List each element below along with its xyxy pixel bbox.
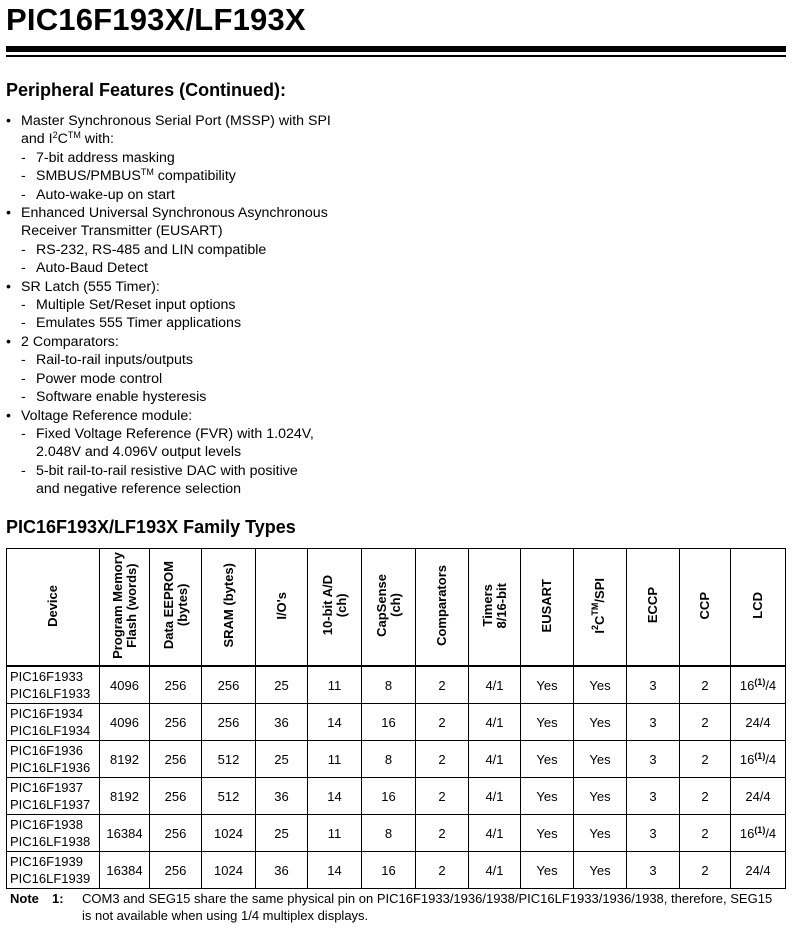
feature-text: Voltage Reference module: [21,407,193,424]
column-header-ccp: CCP [680,549,731,667]
cell-i2c-spi: Yes [574,666,627,704]
feature-eusart [6,204,366,241]
footnote-ref: (1) [754,824,766,835]
sub-feature: - Auto-wake-up on start [21,186,175,203]
section-heading: Peripheral Features (Continued): [6,80,287,100]
cell-comparators: 2 [416,815,469,852]
cell-ios: 25 [256,815,308,852]
column-header-ios: I/O's [256,549,308,667]
cell-eusart: Yes [521,666,574,704]
cell-i2c-spi: Yes [574,778,627,815]
cell-lcd: 24/4 [731,704,786,741]
cell-ccp: 2 [680,778,731,815]
feature-comparators [6,333,366,351]
column-header-comparators: Comparators [416,549,469,667]
cell-eusart: Yes [521,778,574,815]
cell-device: PIC16F1933 PIC16LF1933 [7,666,100,704]
cell-lcd: 24/4 [731,852,786,889]
cell-timers: 4/1 [469,741,521,778]
cell-timers: 4/1 [469,815,521,852]
cell-eccp: 3 [627,741,680,778]
cell-ccp: 2 [680,852,731,889]
feature-text: Enhanced Universal Synchronous Asynchronous [21,205,328,222]
cell-device: PIC16F1939 PIC16LF1939 [7,852,100,889]
feature-vref [6,407,366,425]
cell-ccp: 2 [680,666,731,704]
cell-comparators: 2 [416,704,469,741]
page-title: PIC16F193X/LF193X [6,2,306,37]
cell-device: PIC16F1937 PIC16LF1937 [7,778,100,815]
cell-ios: 36 [256,852,308,889]
table-heading: PIC16F193X/LF193X Family Types [6,517,296,537]
cell-sram: 512 [202,778,256,815]
cell-program-memory: 16384 [100,852,150,889]
cell-capsense: 8 [362,741,416,778]
cell-data-eeprom: 256 [150,666,202,704]
cell-lcd: 16$^{(1)}$/4 [731,741,786,778]
feature-text: 2 Comparators: [21,333,119,350]
cell-data-eeprom: 256 [150,704,202,741]
cell-i2c-spi: Yes [574,704,627,741]
cell-comparators: 2 [416,778,469,815]
table-row [7,741,786,778]
cell-program-memory: 16384 [100,815,150,852]
cell-ios: 36 [256,778,308,815]
feature-mssp [6,112,366,149]
table-footnote [10,890,785,924]
cell-timers: 4/1 [469,666,521,704]
feature-text: Master Synchronous Serial Port (MSSP) with SPI [21,113,331,129]
cell-program-memory: 4096 [100,704,150,741]
cell-lcd: 16$^{(1)}$/4 [731,666,786,704]
column-header-lcd: LCD [731,549,786,667]
footnote-ref: (1) [754,676,766,687]
cell-sram: 256 [202,704,256,741]
cell-ccp: 2 [680,741,731,778]
footnote-ref: (1) [754,750,766,761]
table-header-row [7,549,786,667]
cell-comparators: 2 [416,741,469,778]
cell-i2c-spi: Yes [574,815,627,852]
table-row [7,778,786,815]
column-header-sram: SRAM (bytes) [202,549,256,667]
note-number: 1: [52,891,64,906]
column-header-data-eeprom: Data EEPROM (bytes) [150,549,202,667]
cell-program-memory: 8192 [100,741,150,778]
sub-feature: - Fixed Voltage Reference (FVR) with 1.024V, 2.048V and 4.096V output levels [21,425,314,461]
cell-ios: 25 [256,741,308,778]
cell-capsense: 8 [362,666,416,704]
feature-text: Receiver Transmitter (EUSART) [21,223,223,240]
column-header-eusart: EUSART [521,549,574,667]
sub-feature: - Auto-Baud Detect [21,260,148,277]
column-header-eccp: ECCP [627,549,680,667]
cell-sram: 256 [202,666,256,704]
cell-program-memory: 4096 [100,666,150,704]
cell-ios: 25 [256,666,308,704]
cell-timers: 4/1 [469,704,521,741]
cell-device: PIC16F1936 PIC16LF1936 [7,741,100,778]
cell-ad: 14 [308,704,362,741]
cell-program-memory: 8192 [100,778,150,815]
cell-eccp: 3 [627,704,680,741]
cell-ccp: 2 [680,704,731,741]
feature-text: SR Latch (555 Timer): [21,278,160,295]
bullet-mark: • [6,407,11,424]
cell-ad: 11 [308,741,362,778]
cell-sram: 512 [202,741,256,778]
cell-comparators: 2 [416,666,469,704]
cell-ad: 11 [308,666,362,704]
table-row [7,815,786,852]
cell-capsense: 16 [362,704,416,741]
feature-text: and $I^2C™$ with: [21,130,114,148]
cell-data-eeprom: 256 [150,778,202,815]
cell-ad: 14 [308,778,362,815]
sub-feature: - RS-232, RS-485 and LIN compatible [21,241,267,258]
column-header-device: Device [7,549,100,667]
feature-sr-latch [6,278,366,296]
cell-sram: 1024 [202,815,256,852]
cell-capsense: 16 [362,778,416,815]
cell-eusart: Yes [521,852,574,889]
cell-data-eeprom: 256 [150,852,202,889]
cell-eccp: 3 [627,815,680,852]
cell-capsense: 8 [362,815,416,852]
cell-device: PIC16F1938 PIC16LF1938 [7,815,100,852]
cell-timers: 4/1 [469,852,521,889]
feature-list [6,112,366,499]
bullet-mark: • [6,205,11,222]
column-header-program-memory: Program Memory Flash (words) [100,549,150,667]
bullet-mark: • [6,278,11,295]
cell-ad: 14 [308,852,362,889]
cell-eusart: Yes [521,741,574,778]
cell-ccp: 2 [680,815,731,852]
cell-data-eeprom: 256 [150,741,202,778]
cell-eccp: 3 [627,778,680,815]
cell-capsense: 16 [362,852,416,889]
cell-lcd: 24/4 [731,778,786,815]
sub-feature: - Power mode control [21,370,163,387]
bullet-mark: • [6,113,11,129]
bullet-mark: • [6,333,11,350]
column-header-timers: Timers 8/16-bit [469,549,521,667]
cell-comparators: 2 [416,852,469,889]
cell-i2c-spi: Yes [574,852,627,889]
cell-ad: 11 [308,815,362,852]
table-row [7,852,786,889]
cell-lcd: 16$^{(1)}$/4 [731,815,786,852]
sub-feature: - Emulates 555 Timer applications [21,315,242,332]
cell-data-eeprom: 256 [150,815,202,852]
cell-eccp: 3 [627,666,680,704]
sub-feature: - 5-bit rail-to-rail resistive DAC with positive and negative reference selection [21,462,298,498]
cell-sram: 1024 [202,852,256,889]
table-row [7,704,786,741]
sub-feature: - Rail-to-rail inputs/outputs [21,352,193,369]
table-row [7,666,786,704]
sub-feature: - Multiple Set/Reset input options [21,297,236,314]
cell-device: PIC16F1934 PIC16LF1934 [7,704,100,741]
header-rule-thick [6,46,786,52]
sub-feature: - SMBUS/PMBUS™ compatibility [21,167,236,185]
cell-eusart: Yes [521,815,574,852]
cell-ios: 36 [256,704,308,741]
cell-eusart: Yes [521,704,574,741]
cell-timers: 4/1 [469,778,521,815]
note-label: Note [10,891,39,906]
column-header-ad: 10-bit A/D (ch) [308,549,362,667]
header-rule-thin [6,55,786,57]
cell-i2c-spi: Yes [574,741,627,778]
column-header-capsense: CapSense (ch) [362,549,416,667]
sub-feature: - Software enable hysteresis [21,389,207,406]
column-header-i2c-spi: $I^2C™$/SPI [574,549,627,667]
cell-eccp: 3 [627,852,680,889]
note-text: COM3 and SEG15 share the same physical pin on PIC16F1933/1936/1938/PIC16LF1933/1936/1938, therefore, SEG15 is not available when using 1/4 multiplex displays. [82,891,773,923]
sub-feature: - 7-bit address masking [21,149,175,166]
family-types-table [6,548,786,889]
